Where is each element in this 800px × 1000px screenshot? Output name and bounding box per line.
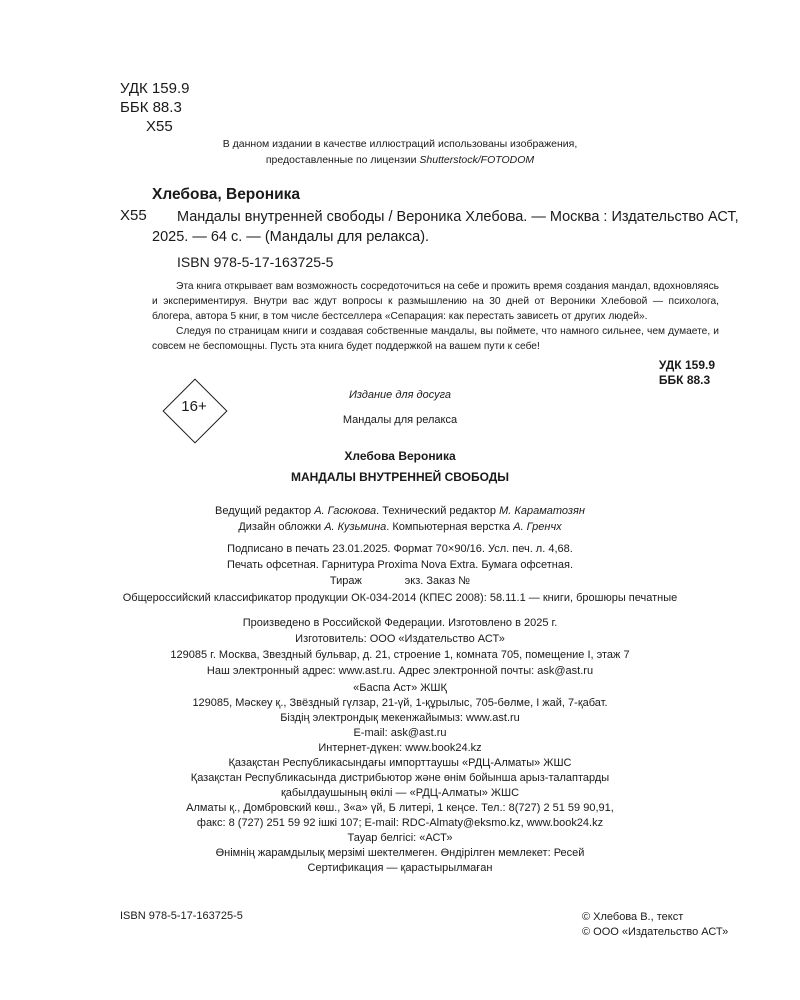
product-classifier: Общероссийский классификатор продукции ОК-034-2014 (КПЕС 2008): 58.11.1 — книги, брошюры печатные	[122, 592, 678, 604]
credit-role: Ведущий редактор	[215, 505, 315, 517]
credit-role: . Технический редактор	[376, 505, 500, 517]
bbk-code-right: ББК 88.3	[658, 373, 711, 387]
isbn-bottom: ISBN 978-5-17-163725-5	[120, 910, 243, 922]
manufacturer-line-3: 129085 г. Москва, Звездный бульвар, д. 21, строение 1, комната 705, помещение I, этаж 7	[170, 649, 630, 661]
print-line-1: Подписано в печать 23.01.2025. Формат 70×90/16. Усл. печ. л. 4,68.	[227, 543, 573, 555]
author-heading: Хлебова, Вероника	[152, 186, 301, 203]
credits-line-1	[0, 503, 800, 519]
credit-person: А. Гасюкова	[314, 505, 377, 517]
udk-code-right: УДК 159.9	[658, 358, 715, 372]
imprint-author: Хлебова Вероника	[344, 449, 456, 463]
catalog-code: Х55	[120, 207, 147, 224]
notice-line-1: В данном издании в качестве иллюстраций использованы изображения,	[222, 138, 578, 150]
copyright-text: © Хлебова В., текст	[582, 911, 684, 923]
udk-code: УДК 159.9	[120, 80, 190, 97]
kz-line: Өнімнің жарамдылық мерзімі шектелмеген. Өндірілген мемлекет: Ресей	[215, 847, 585, 859]
kz-line: қабылдаушының өкілі — «РДЦ-Алматы» ЖШС	[280, 787, 520, 799]
credit-person: А. Гренчх	[513, 521, 562, 533]
print-line-3: Тираж экз. Заказ №	[329, 575, 471, 587]
kz-line: Қазақстан Республикасындағы импорттаушы «РДЦ-Алматы» ЖШС	[228, 757, 572, 769]
author-mark: Х55	[146, 118, 173, 135]
kz-line: «Баспа Аст» ЖШҚ	[353, 682, 447, 694]
illustration-notice	[0, 136, 800, 168]
edition-type: Издание для досуга	[348, 389, 452, 401]
series-name: Мандалы для релакса	[342, 414, 458, 426]
copyright-block	[582, 910, 728, 940]
kz-line: Сертификация — қарастырылмаған	[307, 862, 493, 874]
isbn-main: ISBN 978-5-17-163725-5	[177, 254, 334, 270]
bibliographic-description	[152, 207, 739, 247]
credit-role: Дизайн обложки	[238, 521, 325, 533]
editorial-credits	[0, 503, 800, 535]
biblio-line-1: Мандалы внутренней свободы / Вероника Хлебова. — Москва : Издательство АСТ,	[177, 209, 739, 225]
credit-person: А. Кузьмина	[324, 521, 387, 533]
kz-line: Тауар белгісі: «АСТ»	[347, 832, 453, 844]
license-holder: Shutterstock/FOTODOM	[419, 154, 535, 166]
bbk-code: ББК 88.3	[120, 99, 182, 116]
imprint-title: МАНДАЛЫ ВНУТРЕННЕЙ СВОБОДЫ	[290, 470, 510, 484]
abstract-paragraph-2: Следуя по страницам книги и создавая собственные мандалы, вы поймете, что намного сильнее, чем думаете, и совсем не беспомощны. Пусть эта книга будет поддержкой на вашем пути к себе!	[152, 326, 719, 352]
notice-prefix: предоставленные по лицензии	[265, 154, 420, 166]
abstract	[152, 279, 719, 354]
manufacturer-info	[0, 615, 800, 679]
print-info	[0, 541, 800, 589]
kz-line: Интернет-дүкен: www.book24.kz	[318, 742, 482, 754]
print-line-2: Печать офсетная. Гарнитура Proxima Nova Extra. Бумага офсетная.	[227, 559, 573, 571]
biblio-line-2: 2025. — 64 с. — (Мандалы для релакса).	[152, 229, 430, 245]
kz-line: Алматы қ., Домбровский көш., 3«а» үй, Б литері, 1 кеңсе. Тел.: 8(727) 2 51 59 90,91,	[186, 802, 614, 814]
credits-line-2	[0, 519, 800, 535]
notice-line-2	[0, 152, 800, 168]
kz-line: Қазақстан Республикасында дистрибьютор және өнім бойынша арыз-талаптарды	[190, 772, 610, 784]
manufacturer-line-4: Наш электронный адрес: www.ast.ru. Адрес электронной почты: ask@ast.ru	[206, 665, 594, 677]
age-rating-text: 16+	[181, 398, 207, 415]
kz-line: Біздің электрондық мекенжайымыз: www.ast.ru	[280, 712, 520, 724]
kz-line: 129085, Мәскеу қ., Звёздный гүлзар, 21-үй, 1-құрылыс, 705-бөлме, I жай, 7-қабат.	[192, 697, 608, 709]
manufacturer-line-2: Изготовитель: ООО «Издательство АСТ»	[295, 633, 505, 645]
credit-role: . Компьютерная верстка	[386, 521, 514, 533]
classification-right	[659, 358, 715, 388]
manufacturer-line-1: Произведено в Российской Федерации. Изготовлено в 2025 г.	[242, 617, 558, 629]
kz-line: факс: 8 (727) 251 59 92 ішкі 107; E-mail: RDC-Almaty@eksmo.kz, www.book24.kz	[196, 817, 604, 829]
credit-person: М. Караматозян	[499, 505, 585, 517]
copyright-publisher: © ООО «Издательство АСТ»	[582, 926, 729, 938]
kazakh-info	[0, 681, 800, 876]
classification-block	[120, 79, 189, 136]
abstract-paragraph-1: Эта книга открывает вам возможность сосредоточиться на себе и прожить время создания мандал, вдохновляясь и экспериментируя. Внутри вас ждут вопросы к размышлению на 30 дней от Вероники Хлебовой — психолога, блогера, автора 5 книг, в том числе бестселлера «Сепарация: как перестать зависеть от других людей».	[152, 281, 719, 322]
kz-line: E-mail: ask@ast.ru	[353, 727, 447, 739]
